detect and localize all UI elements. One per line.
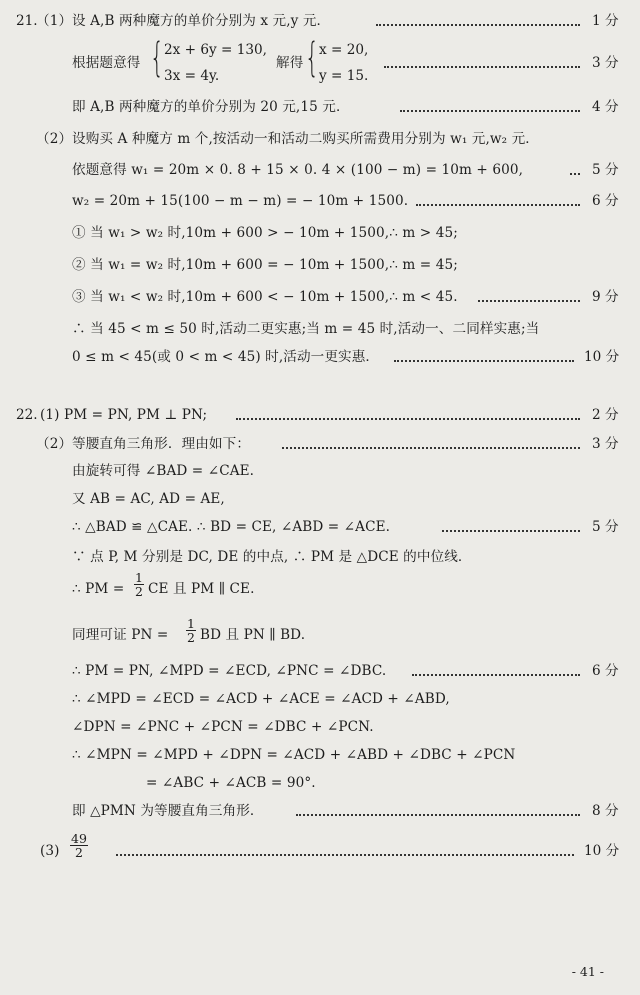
proof-line-7: ∴ PM = PN, ∠MPD = ∠ECD, ∠PNC = ∠DBC. (72, 663, 387, 679)
dot-leader (236, 418, 580, 420)
score-mark: 1 分 (592, 13, 619, 29)
dot-leader (296, 814, 580, 816)
w2-line: w₂ = 20m + 15(100 − m − m) = − 10m + 1500. (72, 193, 409, 209)
score-mark: 10 分 (584, 349, 620, 365)
proof-line-1: 由旋转可得 ∠BAD = ∠CAE. (72, 463, 255, 479)
score-mark: 5 分 (592, 519, 619, 535)
proof-line-4: ∵ 点 P, M 分别是 DC, DE 的中点, ∴ PM 是 △DCE 的中位线． (72, 549, 472, 565)
score-mark: 4 分 (592, 99, 619, 115)
score-mark: 9 分 (592, 289, 619, 305)
fraction-half: $\frac{1}{2}$ (135, 570, 143, 599)
score-mark: 2 分 (592, 407, 619, 423)
score-mark: 3 分 (592, 55, 619, 71)
fraction-answer: $\frac{49}{2}$ (71, 831, 87, 860)
dot-leader (478, 300, 580, 302)
q22-part3-label: (3) (40, 843, 60, 859)
proof-line-12: 即 △PMN 为等腰直角三角形． (72, 803, 264, 819)
q21-part1-label: （1） (36, 13, 73, 29)
case-2: ② 当 w₁ = w₂ 时,10m + 600 = − 10m + 1500,∴ m = 45; (72, 257, 458, 273)
case-1: ① 当 w₁ > w₂ 时,10m + 600 > − 10m + 1500,∴ m > 45; (72, 225, 458, 241)
w1-line: 依题意得 w₁ = 20m × 0. 8 + 15 × 0. 4 × (100 − m) = 10m + 600, (72, 162, 524, 178)
proof-line-2: 又 AB = AC, AD = AE, (72, 491, 225, 507)
proof-line-5-post: CE 且 PM ∥ CE. (148, 581, 255, 597)
q21-number: 21. (16, 13, 38, 29)
proof-line-6-post: BD 且 PN ∥ BD. (200, 627, 306, 643)
q21-part1-text: 设 A,B 两种魔方的单价分别为 x 元,y 元． (72, 13, 331, 29)
proof-line-3: ∴ △BAD ≌ △CAE. ∴ BD = CE, ∠ABD = ∠ACE. (72, 519, 391, 535)
score-mark: 3 分 (592, 436, 619, 452)
solve-word: 解得 (276, 55, 304, 71)
q22-number: 22. (16, 407, 38, 423)
q21-part2-text: 设购买 A 种魔方 m 个,按活动一和活动二购买所需费用分别为 w₁ 元,w₂ 元． (72, 131, 539, 147)
dot-leader (412, 674, 580, 676)
dot-leader (384, 66, 580, 68)
dot-leader (116, 854, 574, 856)
case-3: ③ 当 w₁ < w₂ 时,10m + 600 < − 10m + 1500,∴ m < 45. (72, 289, 458, 305)
final-line-1: ∴ 当 45 < m ≤ 50 时,活动二更实惠;当 m = 45 时,活动一、二同样实惠;当 (72, 321, 540, 337)
score-mark: 10 分 (584, 843, 620, 859)
dot-leader (394, 360, 574, 362)
final-line-2: 0 ≤ m < 45(或 0 < m < 45) 时,活动一更实惠． (72, 349, 380, 365)
score-mark: 6 分 (592, 663, 619, 679)
proof-line-11: = ∠ABC + ∠ACB = 90°. (146, 775, 316, 791)
score-mark: 8 分 (592, 803, 619, 819)
score-mark: 5 分 (592, 162, 619, 178)
proof-line-8: ∴ ∠MPD = ∠ECD = ∠ACD + ∠ACE = ∠ACD + ∠ABD, (72, 691, 450, 707)
page-number: - 41 - (571, 964, 604, 979)
score-mark: 6 分 (592, 193, 619, 209)
dot-leader (376, 24, 580, 26)
dot-leader (282, 447, 580, 449)
proof-line-10: ∴ ∠MPN = ∠MPD + ∠DPN = ∠ACD + ∠ABD + ∠DBC + ∠PCN (72, 747, 516, 763)
conclusion-line: 即 A,B 两种魔方的单价分别为 20 元,15 元． (72, 99, 350, 115)
dot-leader (442, 530, 580, 532)
dot-leader (400, 110, 580, 112)
fraction-half: $\frac{1}{2}$ (187, 616, 195, 645)
proof-line-9: ∠DPN = ∠PNC + ∠PCN = ∠DBC + ∠PCN. (72, 719, 374, 735)
equation-prefix: 根据题意得 (72, 55, 141, 71)
dot-leader (570, 173, 580, 175)
q22-part1: (1) PM = PN, PM ⊥ PN; (40, 407, 208, 423)
proof-line-6-pre: 同理可证 PN = (72, 627, 169, 643)
dot-leader (416, 204, 580, 206)
proof-line-5-pre: ∴ PM = (72, 581, 125, 597)
q22-part2-label: （2） (36, 436, 73, 452)
q22-part2-text: 等腰直角三角形．理由如下： (72, 436, 251, 452)
q21-part2-label: （2） (36, 131, 73, 147)
